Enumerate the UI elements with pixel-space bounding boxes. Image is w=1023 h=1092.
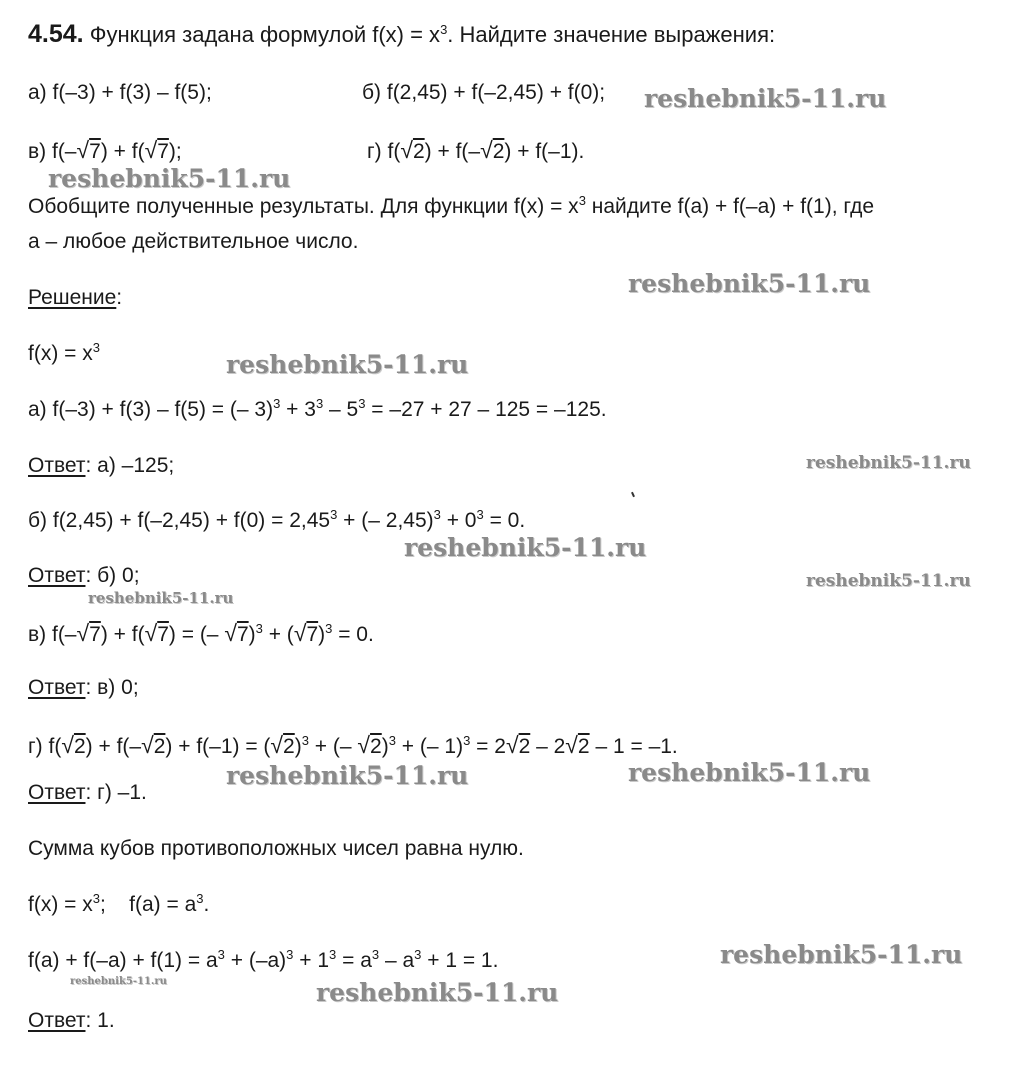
watermark: reshebnik5-11.ru	[226, 761, 469, 790]
answer-final: Ответ: 1.	[28, 1009, 115, 1032]
fx-and-fa: $f(x) = x^3$; $f(a) = a^3$.	[28, 891, 210, 916]
solution-c: в) f(–√7) + f(√7) = (– $√7)^3 + (√7)^3 = 0$.	[28, 620, 374, 646]
task-a: а) f(–3) + f(3) – f(5);	[28, 81, 212, 104]
generalize-line-2: a – любое действительное число.	[28, 230, 359, 253]
solution-a: а) f(–3) + f(3) – f(5) = (– $3)^3 + 3^3 - 5^3 = -27 + 27 - 125 = -125$.	[28, 396, 607, 421]
solution-b: б) $f(2,45) + f(-2,45) + f(0) = 2,45^3$ + (– $2,45)^3 + 0^3 = 0$.	[28, 507, 526, 532]
final-computation: $f(a) + f(-a) + f(1) = a^3 + (-a)^3 + 1^3 = a^3 - a^3 + 1 = 1$.	[28, 947, 499, 972]
solution-heading: Решение:	[28, 286, 123, 309]
solution-d: г) $f(√2) + f(-√2) + f(-1) = (√2)^3$ + (– √2)$^3$ + (– 1)$^3$ = 2√2 – 2√2 – 1 = –1.	[28, 732, 678, 758]
answer-a: Ответ: а) –125;	[28, 454, 175, 477]
watermark: reshebnik5-11.ru	[88, 589, 234, 607]
task-c: в) f(–√7) + f(√7);	[28, 137, 182, 163]
watermark: reshebnik5-11.ru	[644, 84, 887, 113]
problem-number: 4.54.	[28, 20, 84, 48]
watermark: reshebnik5-11.ru	[720, 940, 963, 969]
watermark: reshebnik5-11.ru	[404, 533, 647, 562]
watermark: reshebnik5-11.ru	[806, 571, 971, 591]
problem-statement: 4.54. Функция задана формулой $f(x) = x^3$. Найдите значение выражения:	[28, 20, 776, 48]
task-d: г) f(√2) + f(–√2) + f(–1).	[367, 137, 585, 163]
answer-d: Ответ: г) –1.	[28, 781, 147, 804]
fx-definition: $f(x) = x^3$	[28, 340, 100, 365]
watermark: reshebnik5-11.ru	[628, 758, 871, 787]
watermark: reshebnik5-11.ru	[48, 164, 291, 193]
watermark: reshebnik5-11.ru	[806, 453, 971, 473]
watermark: reshebnik5-11.ru	[70, 976, 167, 987]
watermark: reshebnik5-11.ru	[226, 350, 469, 379]
answer-c: Ответ: в) 0;	[28, 676, 139, 699]
generalize-line-1: Обобщите полученные результаты. Для функции $f(x) = x^3$ найдите f(a) + f(–a) + f(1), где	[28, 193, 875, 218]
scan-speck	[631, 492, 635, 497]
task-b: б) f(2,45) + f(–2,45) + f(0);	[362, 81, 606, 104]
watermark: reshebnik5-11.ru	[628, 269, 871, 298]
watermark: reshebnik5-11.ru	[316, 978, 559, 1007]
answer-b: Ответ: б) 0;	[28, 564, 140, 587]
conclusion: Сумма кубов противоположных чисел равна нулю.	[28, 837, 524, 860]
